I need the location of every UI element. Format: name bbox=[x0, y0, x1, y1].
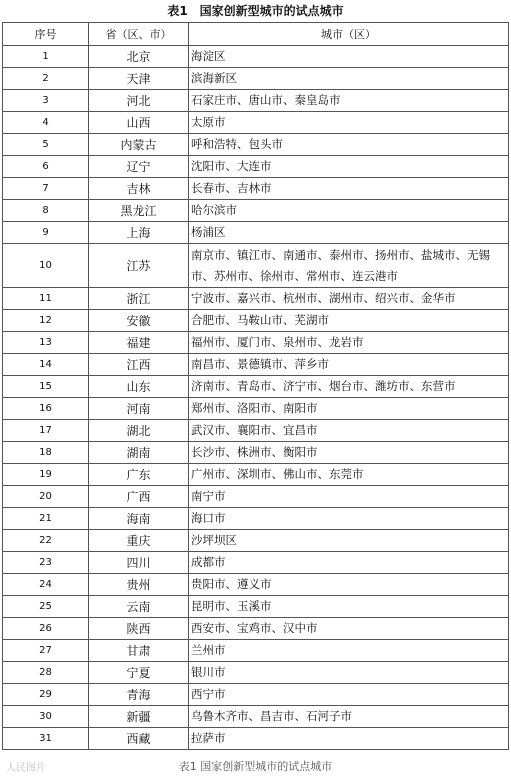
row-cities: 宁波市、嘉兴市、杭州市、湖州市、绍兴市、金华市 bbox=[189, 288, 509, 310]
row-number: 4 bbox=[3, 112, 89, 134]
row-province: 江苏 bbox=[89, 244, 189, 288]
row-province: 吉林 bbox=[89, 178, 189, 200]
row-province: 北京 bbox=[89, 46, 189, 68]
row-number: 18 bbox=[3, 442, 89, 464]
row-number: 22 bbox=[3, 530, 89, 552]
row-province: 内蒙古 bbox=[89, 134, 189, 156]
header-no: 序号 bbox=[3, 23, 89, 46]
table-row bbox=[3, 200, 509, 222]
caption: 表1 国家创新型城市的试点城市 bbox=[178, 760, 333, 773]
row-number: 13 bbox=[3, 332, 89, 354]
row-cities: 长沙市、株洲市、衡阳市 bbox=[189, 442, 509, 464]
row-province: 河南 bbox=[89, 398, 189, 420]
row-cities: 沈阳市、大连市 bbox=[189, 156, 509, 178]
row-cities: 合肥市、马鞍山市、芜湖市 bbox=[189, 310, 509, 332]
row-cities: 长春市、吉林市 bbox=[189, 178, 509, 200]
row-number: 15 bbox=[3, 376, 89, 398]
row-cities: 武汉市、襄阳市、宜昌市 bbox=[189, 420, 509, 442]
row-province: 陕西 bbox=[89, 618, 189, 640]
row-number: 28 bbox=[3, 662, 89, 684]
table-row bbox=[3, 156, 509, 178]
row-number: 9 bbox=[3, 222, 89, 244]
row-province: 云南 bbox=[89, 596, 189, 618]
header-city: 城市（区） bbox=[189, 23, 509, 46]
table-row bbox=[3, 706, 509, 728]
row-number: 2 bbox=[3, 68, 89, 90]
row-cities: 石家庄市、唐山市、秦皇岛市 bbox=[189, 90, 509, 112]
row-number: 5 bbox=[3, 134, 89, 156]
row-province: 青海 bbox=[89, 684, 189, 706]
table-row bbox=[3, 68, 509, 90]
table-row bbox=[3, 442, 509, 464]
row-province: 西藏 bbox=[89, 728, 189, 750]
table-row bbox=[3, 596, 509, 618]
row-number: 1 bbox=[3, 46, 89, 68]
row-cities: 银川市 bbox=[189, 662, 509, 684]
row-number: 16 bbox=[3, 398, 89, 420]
table-row bbox=[3, 640, 509, 662]
row-province: 辽宁 bbox=[89, 156, 189, 178]
row-cities: 拉萨市 bbox=[189, 728, 509, 750]
table-title: 表1 国家创新型城市的试点城市 bbox=[167, 4, 344, 18]
row-cities: 南宁市 bbox=[189, 486, 509, 508]
row-province: 山东 bbox=[89, 376, 189, 398]
row-number: 25 bbox=[3, 596, 89, 618]
row-cities: 西宁市 bbox=[189, 684, 509, 706]
row-province: 四川 bbox=[89, 552, 189, 574]
table-row bbox=[3, 354, 509, 376]
row-province: 湖南 bbox=[89, 442, 189, 464]
row-province: 湖北 bbox=[89, 420, 189, 442]
table-row bbox=[3, 486, 509, 508]
header-row bbox=[3, 23, 509, 46]
table-row bbox=[3, 178, 509, 200]
row-cities: 杨浦区 bbox=[189, 222, 509, 244]
table-row bbox=[3, 332, 509, 354]
table-row bbox=[3, 222, 509, 244]
row-province: 甘肃 bbox=[89, 640, 189, 662]
row-cities: 郑州市、洛阳市、南阳市 bbox=[189, 398, 509, 420]
row-province: 黑龙江 bbox=[89, 200, 189, 222]
row-number: 14 bbox=[3, 354, 89, 376]
row-number: 3 bbox=[3, 90, 89, 112]
watermark: 人民图片 bbox=[6, 763, 46, 774]
row-cities: 南京市、镇江市、南通市、泰州市、扬州市、盐城市、无锡市、苏州市、徐州市、常州市、连云港市 bbox=[189, 244, 509, 288]
row-cities: 呼和浩特、包头市 bbox=[189, 134, 509, 156]
header-province: 省（区、市） bbox=[89, 23, 189, 46]
row-province: 海南 bbox=[89, 508, 189, 530]
row-number: 10 bbox=[3, 244, 89, 288]
row-cities: 太原市 bbox=[189, 112, 509, 134]
row-province: 福建 bbox=[89, 332, 189, 354]
table-row bbox=[3, 618, 509, 640]
table-row bbox=[3, 420, 509, 442]
table-body bbox=[3, 46, 509, 750]
row-cities: 济南市、青岛市、济宁市、烟台市、潍坊市、东营市 bbox=[189, 376, 509, 398]
row-number: 8 bbox=[3, 200, 89, 222]
row-province: 宁夏 bbox=[89, 662, 189, 684]
row-number: 27 bbox=[3, 640, 89, 662]
table-row bbox=[3, 112, 509, 134]
row-cities: 乌鲁木齐市、昌吉市、石河子市 bbox=[189, 706, 509, 728]
row-cities: 滨海新区 bbox=[189, 68, 509, 90]
table-row bbox=[3, 310, 509, 332]
table-row bbox=[3, 662, 509, 684]
row-number: 23 bbox=[3, 552, 89, 574]
row-province: 浙江 bbox=[89, 288, 189, 310]
table-row bbox=[3, 398, 509, 420]
pilot-cities-table bbox=[2, 22, 509, 750]
table-row bbox=[3, 288, 509, 310]
row-number: 17 bbox=[3, 420, 89, 442]
table-row bbox=[3, 464, 509, 486]
row-number: 7 bbox=[3, 178, 89, 200]
row-province: 广东 bbox=[89, 464, 189, 486]
row-province: 天津 bbox=[89, 68, 189, 90]
row-cities: 福州市、厦门市、泉州市、龙岩市 bbox=[189, 332, 509, 354]
row-cities: 广州市、深圳市、佛山市、东莞市 bbox=[189, 464, 509, 486]
row-cities: 沙坪坝区 bbox=[189, 530, 509, 552]
row-cities: 哈尔滨市 bbox=[189, 200, 509, 222]
row-cities: 兰州市 bbox=[189, 640, 509, 662]
row-province: 重庆 bbox=[89, 530, 189, 552]
row-province: 江西 bbox=[89, 354, 189, 376]
row-province: 山西 bbox=[89, 112, 189, 134]
row-number: 21 bbox=[3, 508, 89, 530]
row-province: 贵州 bbox=[89, 574, 189, 596]
row-number: 12 bbox=[3, 310, 89, 332]
row-number: 26 bbox=[3, 618, 89, 640]
row-cities: 南昌市、景德镇市、萍乡市 bbox=[189, 354, 509, 376]
row-number: 20 bbox=[3, 486, 89, 508]
row-cities: 海口市 bbox=[189, 508, 509, 530]
table-row bbox=[3, 46, 509, 68]
row-cities: 昆明市、玉溪市 bbox=[189, 596, 509, 618]
row-number: 19 bbox=[3, 464, 89, 486]
table-row bbox=[3, 90, 509, 112]
row-cities: 成都市 bbox=[189, 552, 509, 574]
row-province: 广西 bbox=[89, 486, 189, 508]
row-province: 安徽 bbox=[89, 310, 189, 332]
row-province: 河北 bbox=[89, 90, 189, 112]
row-cities: 海淀区 bbox=[189, 46, 509, 68]
row-number: 29 bbox=[3, 684, 89, 706]
table-row bbox=[3, 684, 509, 706]
row-cities: 贵阳市、遵义市 bbox=[189, 574, 509, 596]
table-row bbox=[3, 728, 509, 750]
row-cities: 西安市、宝鸡市、汉中市 bbox=[189, 618, 509, 640]
row-number: 6 bbox=[3, 156, 89, 178]
table-row bbox=[3, 508, 509, 530]
row-number: 24 bbox=[3, 574, 89, 596]
table-row bbox=[3, 134, 509, 156]
row-province: 新疆 bbox=[89, 706, 189, 728]
row-number: 11 bbox=[3, 288, 89, 310]
table-row bbox=[3, 376, 509, 398]
row-number: 31 bbox=[3, 728, 89, 750]
row-number: 30 bbox=[3, 706, 89, 728]
table-row bbox=[3, 244, 509, 288]
table-row bbox=[3, 574, 509, 596]
table-row bbox=[3, 552, 509, 574]
table-row bbox=[3, 530, 509, 552]
row-province: 上海 bbox=[89, 222, 189, 244]
